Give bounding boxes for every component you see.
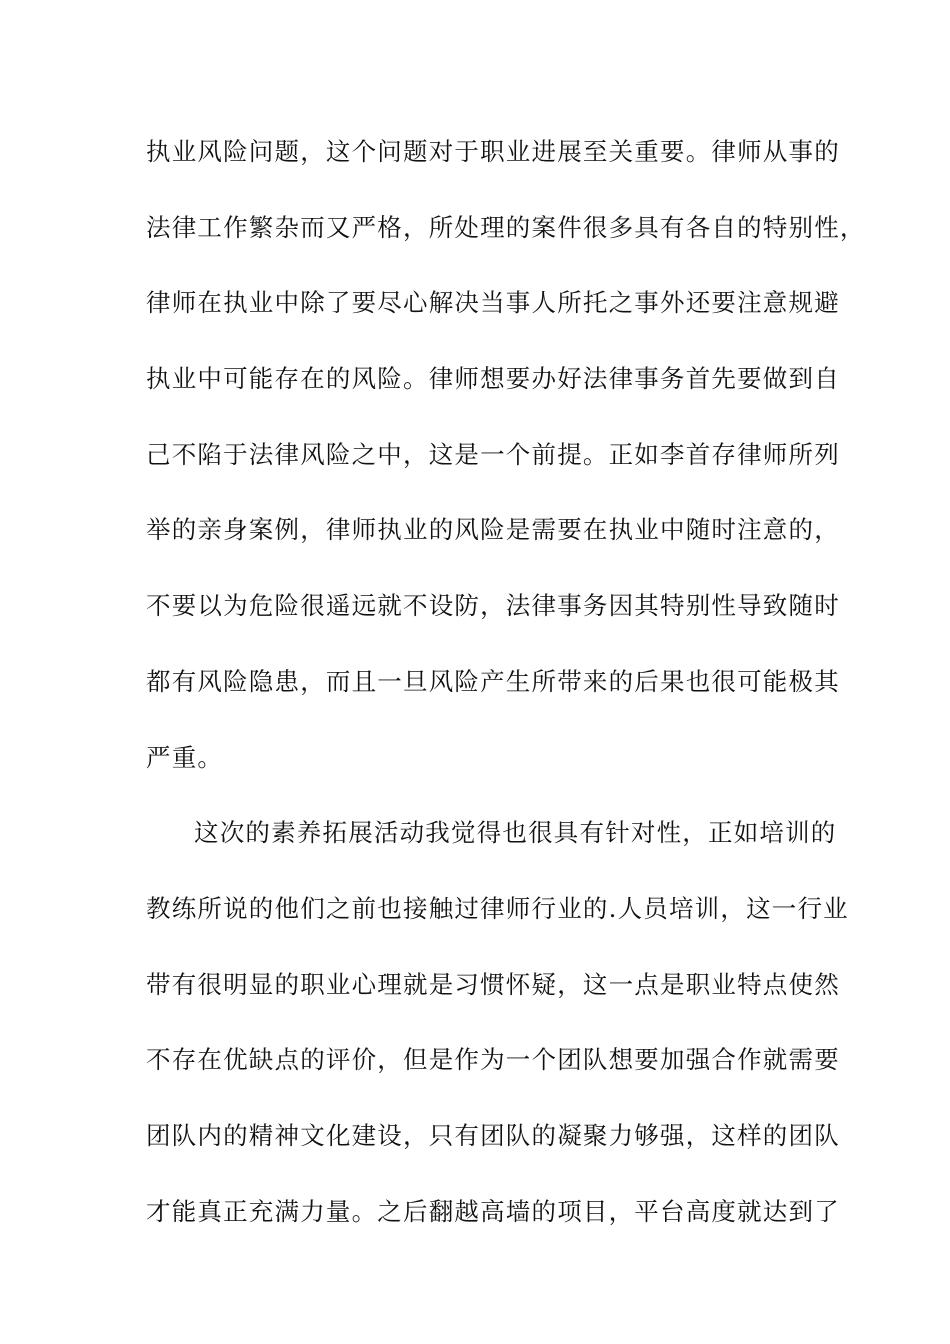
text-line: 都有风险隐患，而且一旦风险产生所带来的后果也很可能极其 <box>146 666 840 696</box>
text-line: 执业中可能存在的风险。律师想要办好法律事务首先要做到自 <box>146 364 840 394</box>
text-line: 这次的素养拓展活动我觉得也很具有针对性，正如培训的 <box>194 818 837 848</box>
text-line: 不要以为危险很遥远就不设防，法律事务因其特别性导致随时 <box>146 591 840 621</box>
text-line: 执业风险问题，这个问题对于职业进展至关重要。律师从事的 <box>146 137 840 166</box>
text-line: 带有很明显的职业心理就是习惯怀疑，这一点是职业特点使然 <box>146 969 840 999</box>
text-line: 不存在优缺点的评价，但是作为一个团队想要加强合作就需要 <box>146 1045 840 1075</box>
text-line: 法律工作繁杂而又严格，所处理的案件很多具有各自的特别性， <box>146 212 866 242</box>
text-line: 才能真正充满力量。之后翻越高墙的项目，平台高度就达到了 <box>146 1196 840 1226</box>
text-line: 教练所说的他们之前也接触过律师行业的.人员培训，这一行业 <box>146 893 849 923</box>
text-line: 律师在执业中除了要尽心解决当事人所托之事外还要注意规避 <box>146 288 840 318</box>
text-line: 己不陷于法律风险之中，这是一个前提。正如李首存律师所列 <box>146 439 840 469</box>
text-line: 举的亲身案例，律师执业的风险是需要在执业中随时注意的， <box>146 515 840 545</box>
text-line: 团队内的精神文化建设，只有团队的凝聚力够强，这样的团队 <box>146 1120 840 1150</box>
document-body <box>146 128 866 1263</box>
text-line: 严重。 <box>146 742 224 772</box>
